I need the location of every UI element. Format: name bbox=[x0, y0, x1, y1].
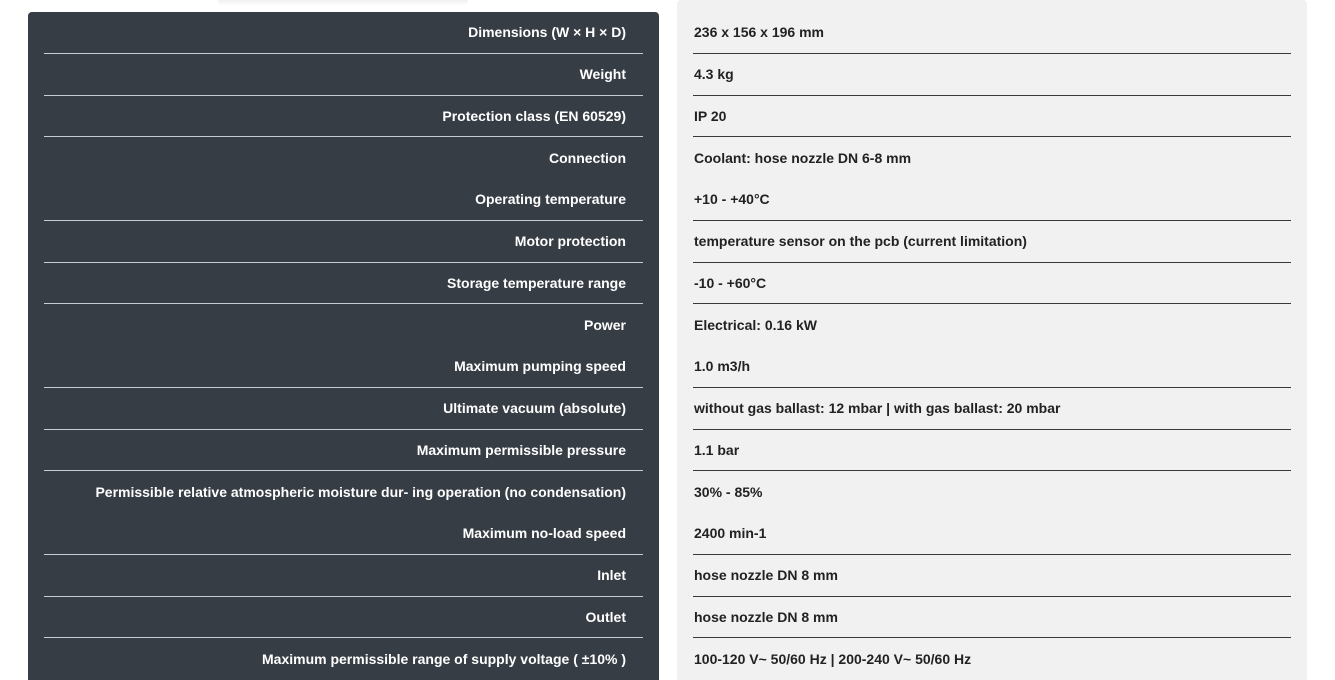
spec-label: Weight bbox=[44, 54, 643, 96]
spec-value: 1.1 bar bbox=[693, 430, 1291, 472]
spec-values-panel bbox=[677, 0, 1307, 680]
spec-value: -10 - +60°C bbox=[693, 263, 1291, 305]
spec-label: Maximum permissible pressure bbox=[44, 430, 643, 472]
spec-value: 1.0 m3/h bbox=[693, 346, 1291, 388]
spec-label: Maximum permissible range of supply voltage ( ±10% ) bbox=[262, 651, 626, 668]
spec-value: 30% - 85% bbox=[694, 484, 763, 501]
spec-labels-panel bbox=[28, 12, 659, 680]
spec-value: 4.3 kg bbox=[693, 54, 1291, 96]
spec-value: 2400 min-1 bbox=[693, 513, 1291, 555]
spec-label: Maximum no-load speed bbox=[44, 513, 643, 555]
spec-label: Operating temperature bbox=[44, 179, 643, 221]
spec-label: Permissible relative atmospheric moisture dur- ing operation (no condensation) bbox=[95, 484, 626, 501]
spec-label: Power bbox=[583, 317, 626, 334]
spec-value: IP 20 bbox=[693, 96, 1291, 138]
spec-value: Coolant: hose nozzle DN 6-8 mm bbox=[694, 150, 912, 167]
spec-value: temperature sensor on the pcb (current limitation) bbox=[693, 221, 1291, 263]
spec-value: +10 - +40°C bbox=[693, 179, 1291, 221]
spec-value: Electrical: 0.16 kW bbox=[694, 317, 817, 334]
spec-label: Dimensions (W × H × D) bbox=[44, 12, 643, 54]
spec-label: Storage temperature range bbox=[44, 263, 643, 305]
spec-value: hose nozzle DN 8 mm bbox=[693, 597, 1291, 639]
spec-value: 100-120 V~ 50/60 Hz | 200-240 V~ 50/60 Hz bbox=[694, 651, 972, 668]
spec-label: Connection bbox=[549, 150, 626, 167]
spec-label: Ultimate vacuum (absolute) bbox=[44, 388, 643, 430]
header-shadow bbox=[218, 0, 468, 6]
spec-label: Outlet bbox=[44, 597, 643, 639]
spec-label: Inlet bbox=[44, 555, 643, 597]
spec-value: without gas ballast: 12 mbar | with gas ballast: 20 mbar bbox=[693, 388, 1291, 430]
spec-label: Protection class (EN 60529) bbox=[44, 96, 643, 138]
spec-value: 236 x 156 x 196 mm bbox=[693, 12, 1291, 54]
spec-label: Maximum pumping speed bbox=[44, 346, 643, 388]
spec-value: hose nozzle DN 8 mm bbox=[693, 555, 1291, 597]
spec-label: Motor protection bbox=[44, 221, 643, 263]
